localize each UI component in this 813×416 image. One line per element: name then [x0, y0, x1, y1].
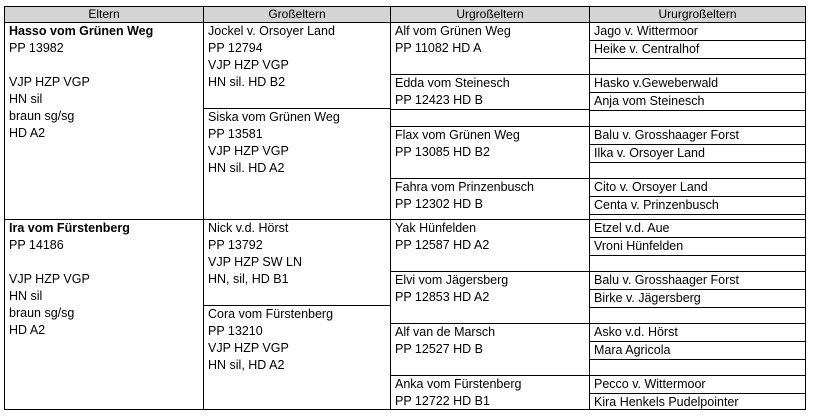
- great-great-grandparent: Mara Agricola: [594, 343, 671, 357]
- grandparent-line: HN sil. HD B2: [208, 75, 286, 89]
- grandparent-line: PP 13581: [208, 127, 263, 141]
- parent-info-line: PP 14186: [9, 238, 64, 252]
- parent-info-line: HD A2: [9, 323, 46, 337]
- great-grandparent-line: Elvi vom Jägersberg: [395, 273, 509, 287]
- urgrosseltern-column: [390, 23, 590, 410]
- header-ururgrosseltern: Ururgroßeltern: [589, 6, 806, 23]
- great-grandparent-line: PP 11082 HD A: [395, 41, 482, 55]
- great-great-grandparent: Kira Henkels Pudelpointer: [594, 395, 739, 409]
- header-urgrosseltern: Urgroßeltern: [390, 6, 590, 23]
- great-grandparent-line: Yak Hünfelden: [395, 221, 477, 235]
- grandparent-line: PP 13210: [208, 324, 263, 338]
- parent-info-line: VJP HZP VGP: [9, 272, 90, 286]
- grandparent-line: Cora vom Fürstenberg: [208, 307, 334, 321]
- parent-info-line: HD A2: [9, 126, 46, 140]
- grandparent-line: Jockel v. Orsoyer Land: [208, 24, 335, 38]
- row-divider: [590, 162, 805, 163]
- parent-info-line: VJP HZP VGP: [9, 75, 90, 89]
- great-grandparent-line: Edda vom Steinesch: [395, 76, 510, 90]
- row-divider: [590, 359, 805, 360]
- great-grandparent-line: PP 12722 HD B1: [395, 394, 490, 408]
- great-great-grandparent: Asko v.d. Hörst: [594, 325, 678, 339]
- great-great-grandparent: Centa v. Prinzenbusch: [594, 198, 719, 212]
- great-grandparent-line: PP 12587 HD A2: [395, 238, 490, 252]
- great-great-grandparent: Balu v. Grosshaager Forst: [594, 273, 739, 287]
- great-grandparent-line: Fahra vom Prinzenbusch: [395, 180, 534, 194]
- grandparent-line: Nick v.d. Hörst: [208, 221, 289, 235]
- parent-name: Hasso vom Grünen Weg: [9, 24, 154, 38]
- eltern-column: [4, 23, 204, 410]
- great-great-grandparent: Cito v. Orsoyer Land: [594, 180, 708, 194]
- header-eltern: Eltern: [4, 6, 204, 23]
- grandparent-line: VJP HZP VGP: [208, 144, 289, 158]
- row-divider: [590, 307, 805, 308]
- grandparent-line: Siska vom Grünen Weg: [208, 110, 340, 124]
- parent-info-line: HN sil: [9, 289, 43, 303]
- row-divider: [590, 58, 805, 59]
- great-great-grandparent: Hasko v.Geweberwald: [594, 76, 719, 90]
- great-grandparent-line: PP 12853 HD A2: [395, 290, 490, 304]
- parent-info-line: PP 13982: [9, 41, 64, 55]
- great-great-grandparent: Heike v. Centralhof: [594, 42, 700, 56]
- great-great-grandparent: Vroni Hünfelden: [594, 239, 684, 253]
- great-grandparent-line: PP 12423 HD B: [395, 93, 484, 107]
- row-divider: [590, 255, 805, 256]
- great-great-grandparent: Jago v. Wittermoor: [594, 24, 698, 38]
- parent-name: Ira vom Fürstenberg: [9, 221, 130, 235]
- row-divider: [590, 110, 805, 111]
- grandparent-line: HN sil. HD A2: [208, 161, 285, 175]
- great-grandparent-line: Flax vom Grünen Weg: [395, 128, 520, 142]
- header-grosseltern: Großeltern: [203, 6, 391, 23]
- grandparent-line: PP 13792: [208, 238, 263, 252]
- great-grandparent-line: PP 12302 HD B: [395, 197, 484, 211]
- parent-info-line: braun sg/sg: [9, 109, 75, 123]
- row-divider: [590, 214, 805, 215]
- grandparent-line: PP 12794: [208, 41, 263, 55]
- great-great-grandparent: Pecco v. Wittermoor: [594, 377, 706, 391]
- row-divider: [391, 109, 589, 110]
- parent-info-line: braun sg/sg: [9, 306, 75, 320]
- parent-info-line: [5, 57, 203, 74]
- grandparent-line: VJP HZP VGP: [208, 341, 289, 355]
- great-grandparent-line: Alf vom Grünen Weg: [395, 24, 511, 38]
- grosseltern-column: [203, 23, 391, 410]
- grandparent-line: HN, sil, HD B1: [208, 272, 289, 286]
- ururgrosseltern-column: [589, 23, 806, 410]
- parent-info-line: HN sil: [9, 92, 43, 106]
- grandparent-line: VJP HZP SW LN: [208, 255, 303, 269]
- grandparent-line: HN sil, HD A2: [208, 358, 285, 372]
- great-great-grandparent: Anja vom Steinesch: [594, 94, 705, 108]
- great-great-grandparent: Etzel v.d. Aue: [594, 221, 670, 235]
- great-grandparent-line: PP 12527 HD B: [395, 342, 484, 356]
- grandparent-line: VJP HZP VGP: [208, 58, 289, 72]
- great-grandparent-line: Anka vom Fürstenberg: [395, 377, 522, 391]
- great-grandparent-line: PP 13085 HD B2: [395, 145, 490, 159]
- great-great-grandparent: Ilka v. Orsoyer Land: [594, 146, 705, 160]
- great-great-grandparent: Balu v. Grosshaager Forst: [594, 128, 739, 142]
- great-great-grandparent: Birke v. Jägersberg: [594, 291, 701, 305]
- great-grandparent-line: Alf van de Marsch: [395, 325, 496, 339]
- parent-info-line: [5, 254, 203, 271]
